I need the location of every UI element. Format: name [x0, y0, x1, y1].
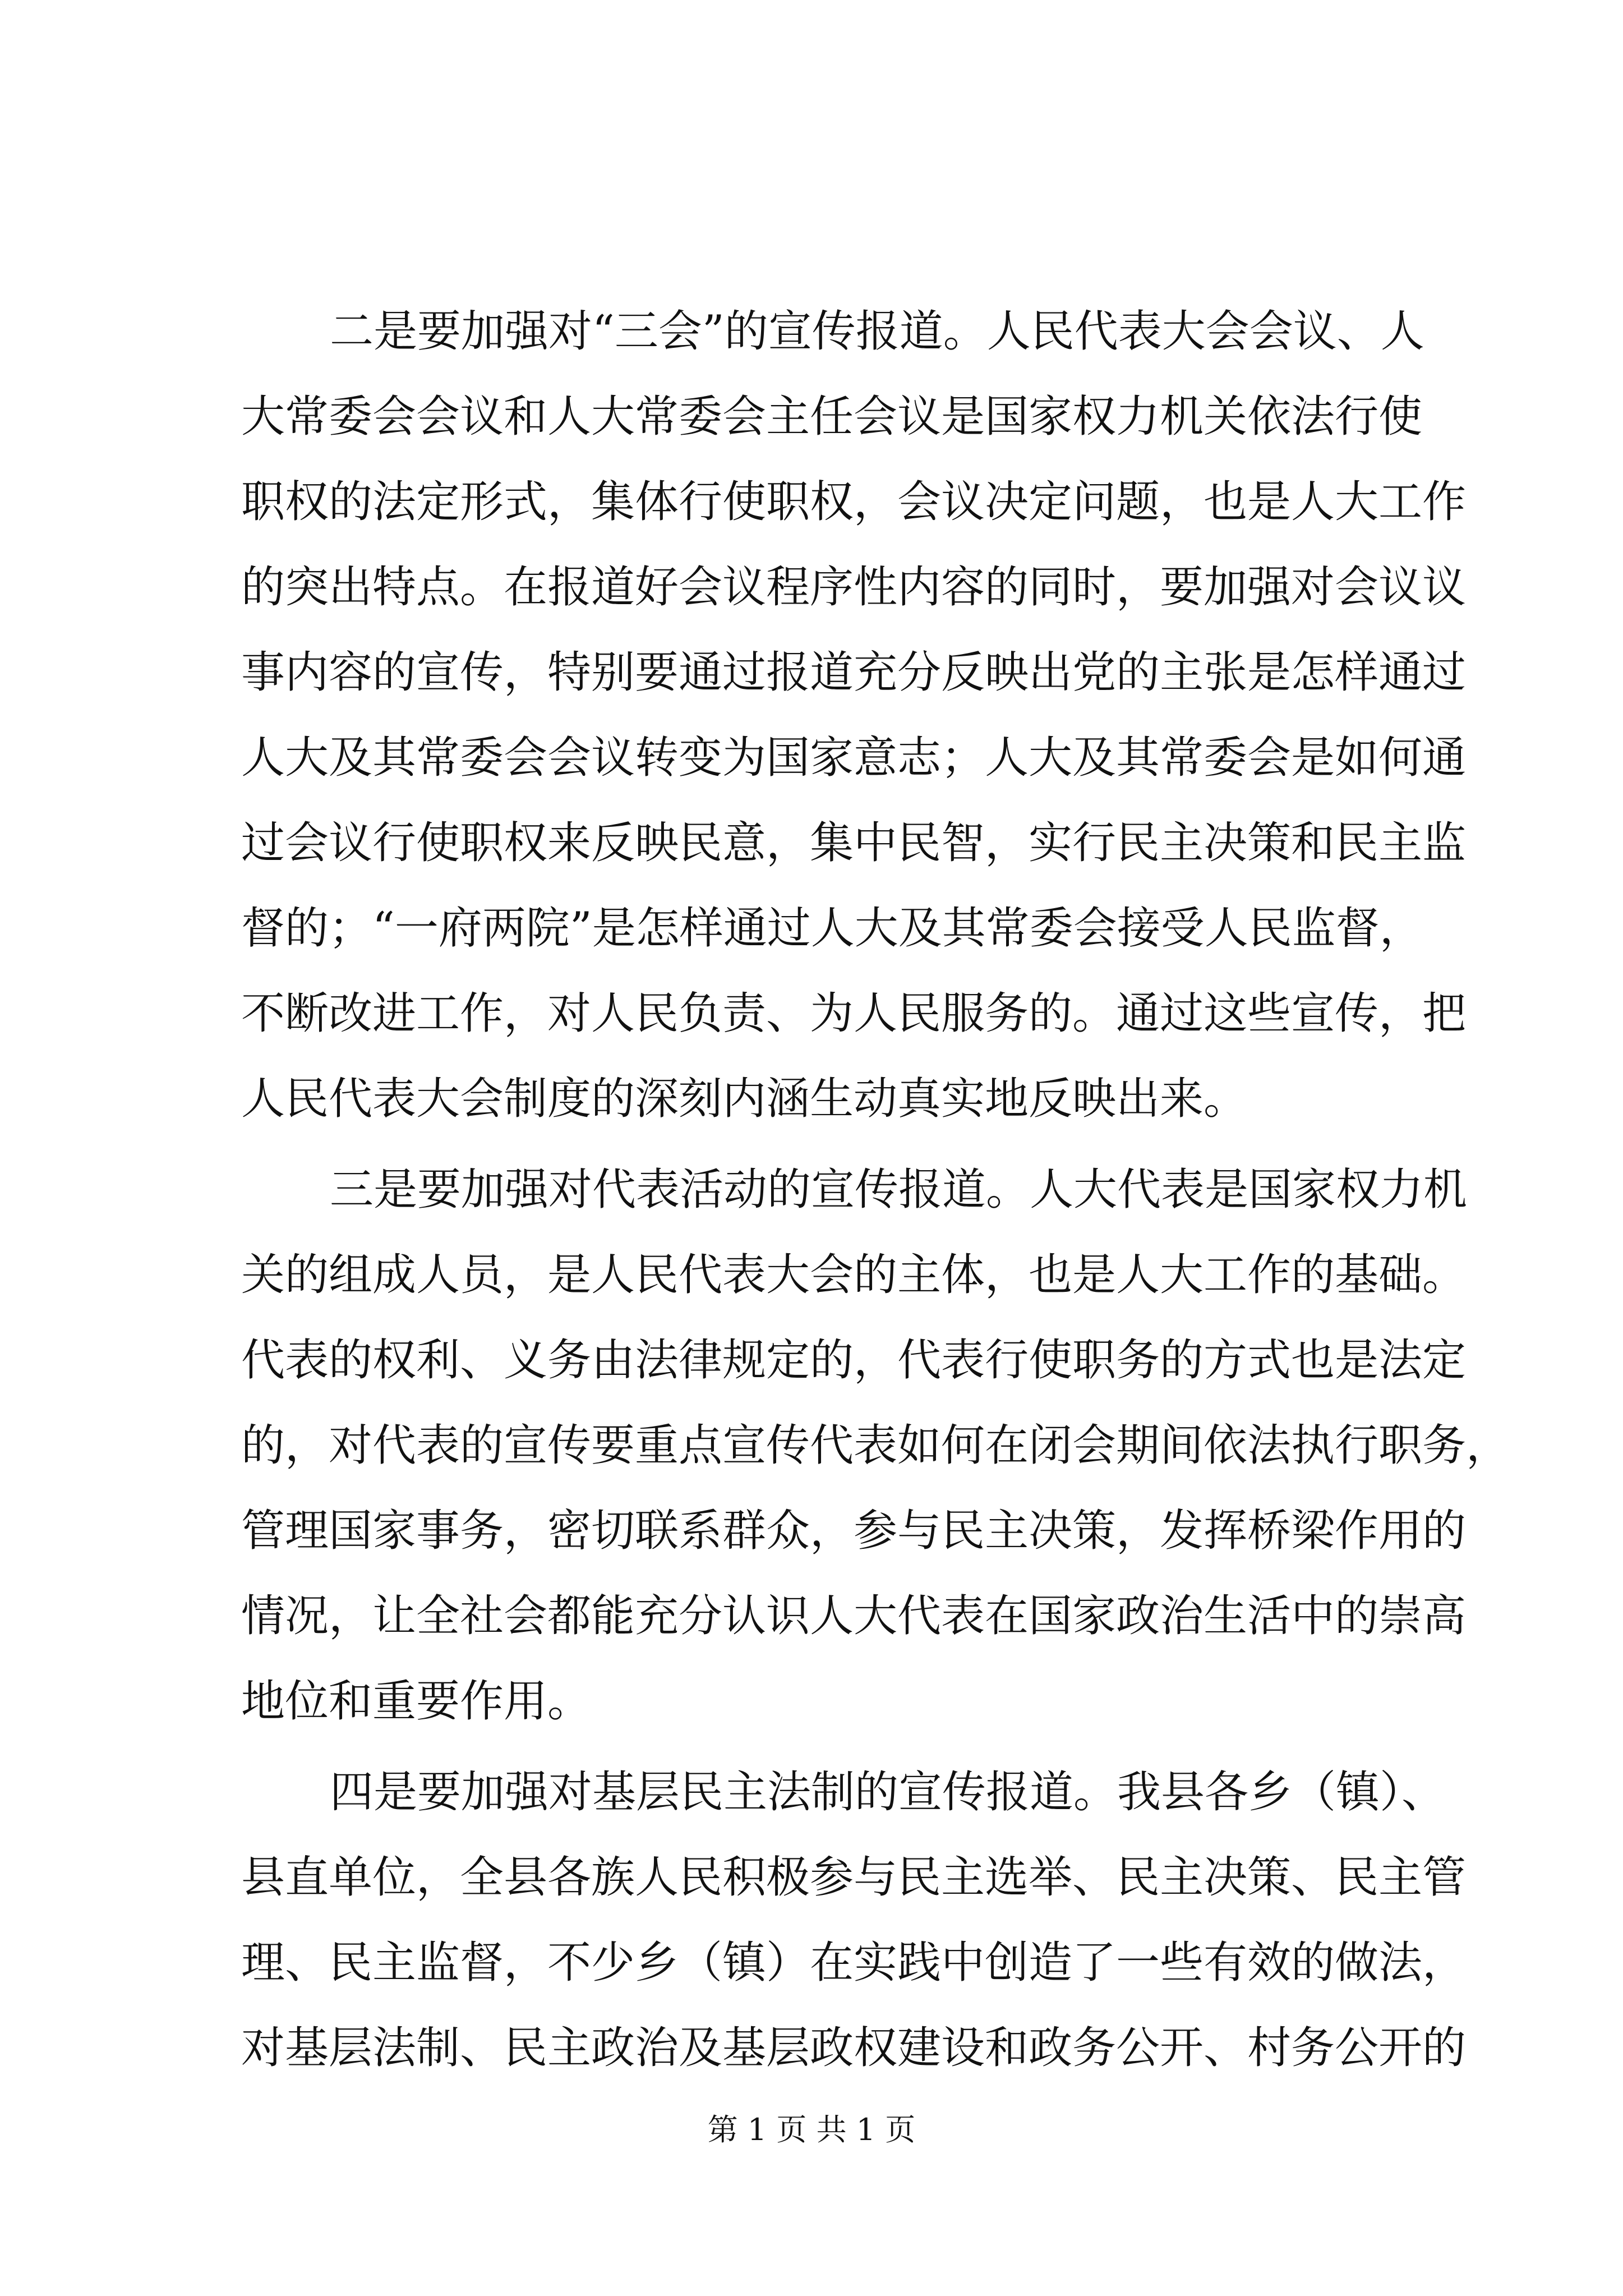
page-number-footer: 第 1 页 共 1 页 — [707, 2112, 916, 2147]
text-line: 的，对代表的宣传要重点宣传代表如何在闭会期间依法执行职务， — [241, 1420, 1510, 1471]
text-line: 代表的权利、义务由法律规定的，代表行使职务的方式也是法定 — [241, 1335, 1467, 1386]
text-line: 理、民主监督，不少乡（镇）在实践中创造了一些有效的做法， — [241, 1938, 1467, 1988]
text-line: 三是要加强对代表活动的宣传报道。人大代表是国家权力机 — [330, 1165, 1468, 1215]
text-line: 的突出特点。在报道好会议程序性内容的同时，要加强对会议议 — [241, 562, 1467, 613]
text-line: 督的；“一府两院”是怎样通过人大及其常委会接受人民监督， — [241, 903, 1423, 954]
paragraph-spacer — [241, 1142, 1414, 1147]
text-line: 不断改进工作，对人民负责、为人民服务的。通过这些宣传，把 — [241, 988, 1467, 1039]
text-line: 地位和重要作用。 — [241, 1676, 592, 1727]
text-line: 事内容的宣传，特别要通过报道充分反映出党的主张是怎样通过 — [241, 647, 1467, 698]
text-line: 大常委会会议和人大常委会主任会议是国家权力机关依法行使 — [241, 392, 1423, 442]
paragraph-2-three-meetings — [241, 289, 1467, 1142]
text-line: 人大及其常委会会议转变为国家意志；人大及其常委会是如何通 — [241, 733, 1467, 783]
paragraph-spacer — [241, 1744, 1414, 1750]
text-line: 对基层法制、民主政治及基层政权建设和政务公开、村务公开的 — [241, 2023, 1467, 2073]
text-line: 过会议行使职权来反映民意，集中民智，实行民主决策和民主监 — [241, 818, 1467, 868]
text-line: 四是要加强对基层民主法制的宣传报道。我县各乡（镇）、 — [330, 1767, 1446, 1818]
text-line: 人民代表大会制度的深刻内涵生动真实地反映出来。 — [241, 1074, 1248, 1124]
text-line: 情况，让全社会都能充分认识人大代表在国家政治生活中的崇高 — [241, 1591, 1467, 1641]
document-body — [241, 289, 1510, 2091]
text-line: 县直单位，全县各族人民积极参与民主选举、民主决策、民主管 — [241, 1852, 1467, 1903]
text-line: 关的组成人员，是人民代表大会的主体，也是人大工作的基础。 — [241, 1250, 1467, 1300]
paragraph-3-deputies — [241, 1147, 1510, 1744]
text-line: 二是要加强对“三会”的宣传报道。人民代表大会会议、人 — [330, 306, 1424, 357]
paragraph-4-grassroots — [241, 1750, 1467, 2091]
text-line: 职权的法定形式，集体行使职权，会议决定问题，也是人大工作 — [241, 477, 1467, 527]
text-line: 管理国家事务，密切联系群众，参与民主决策，发挥桥梁作用的 — [241, 1506, 1467, 1556]
